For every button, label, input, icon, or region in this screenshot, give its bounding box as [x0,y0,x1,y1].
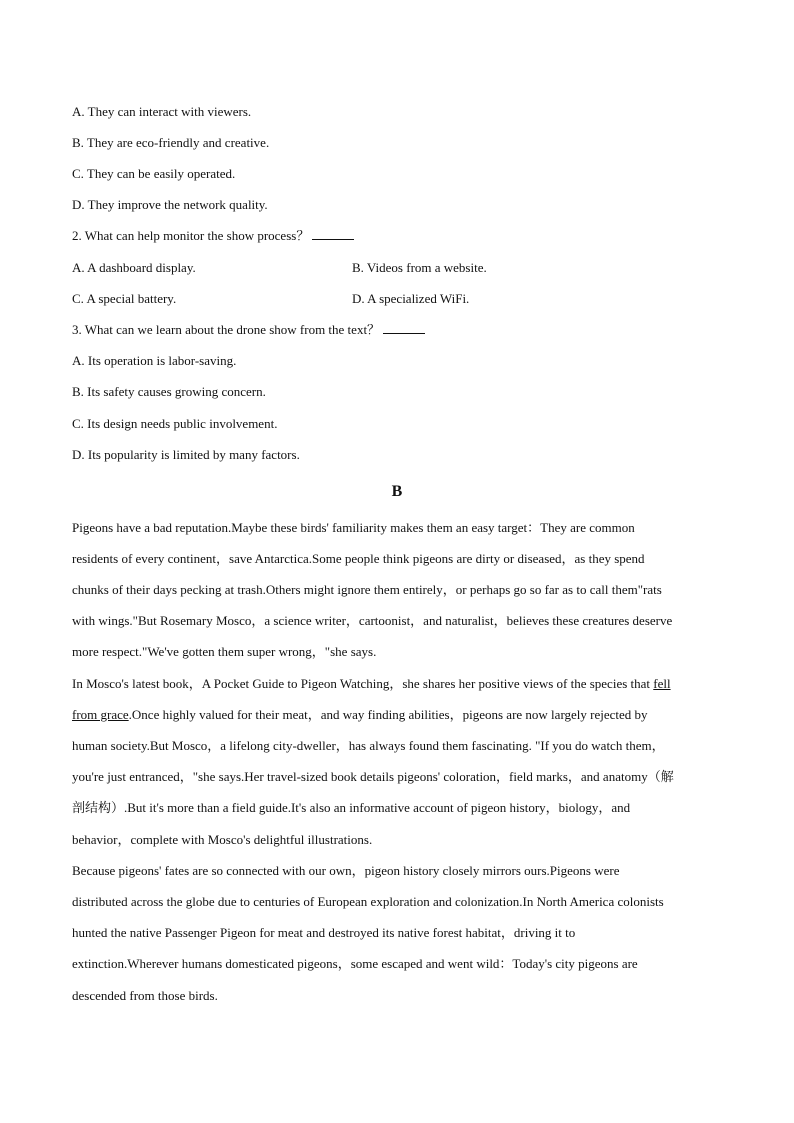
q3-stem [72,322,425,338]
para1-line: residents of every continent，save Antarctica.Some people think pigeons are dirty or diseased，as they spend [72,551,645,566]
q3-option-c[interactable]: C. Its design needs public involvement. [72,416,278,431]
para1-line: more respect."We've gotten them super wrong，"she says. [72,644,377,659]
para1-line: Pigeons have a bad reputation.Maybe these birds' familiarity makes them an easy target：They are common [72,520,635,535]
para1-line: chunks of their days pecking at trash.Others might ignore them entirely，or perhaps go so far as to call them"rats [72,582,662,597]
para1-line: with wings."But Rosemary Mosco，a science writer，cartoonist，and naturalist，believes these creatures deserve [72,613,673,628]
q2-option-b[interactable]: B. Videos from a website. [352,260,487,275]
q3-option-b[interactable]: B. Its safety causes growing concern. [72,384,266,399]
para2-line [72,676,671,692]
para2-line [72,707,648,723]
q1-option-a[interactable]: A. They can interact with viewers. [72,104,252,119]
para3-line: distributed across the globe due to centuries of European exploration and colonization.In North America colonists [72,894,664,909]
q1-option-c[interactable]: C. They can be easily operated. [72,166,236,181]
q3-stem-text: 3. What can we learn about the drone show from the text？ [72,322,381,337]
q1-option-b[interactable]: B. They are eco-friendly and creative. [72,135,270,150]
underlined-phrase: from grace [72,707,129,722]
para3-line: hunted the native Passenger Pigeon for meat and destroyed its native forest habitat，driving it to [72,925,576,940]
para3-line: Because pigeons' fates are so connected with our own，pigeon history closely mirrors ours.Pigeons were [72,863,620,878]
underlined-phrase: fell [653,676,671,691]
q3-option-d[interactable]: D. Its popularity is limited by many factors. [72,447,300,462]
para2-line: you're just entranced，"she says.Her travel-sized book details pigeons' coloration，field marks，and anatomy（解 [72,769,674,784]
q3-option-a[interactable]: A. Its operation is labor-saving. [72,353,237,368]
section-heading: B [391,483,403,500]
para2-text: In Mosco's latest book，A Pocket Guide to Pigeon Watching，she shares her positive views of the species that [72,676,654,691]
q2-stem-text: 2. What can help monitor the show process？ [72,228,310,243]
answer-blank[interactable] [312,229,354,240]
para2-line: 剖结构）.But it's more than a field guide.It's also an informative account of pigeon history，biology，and [72,800,631,815]
para2-line: human society.But Mosco，a lifelong city-dweller，has always found them fascinating. "If you do watch them， [72,738,665,753]
q2-option-c[interactable]: C. A special battery. [72,291,177,306]
para3-line: extinction.Wherever humans domesticated pigeons，some escaped and went wild：Today's city pigeons are [72,956,638,971]
q2-option-d[interactable]: D. A specialized WiFi. [352,291,470,306]
para2-text: .Once highly valued for their meat，and way finding abilities，pigeons are now largely rejected by [128,707,648,722]
q2-option-a[interactable]: A. A dashboard display. [72,260,196,275]
q1-option-d[interactable]: D. They improve the network quality. [72,197,268,212]
para2-line: behavior，complete with Mosco's delightful illustrations. [72,832,373,847]
q2-stem [72,228,354,244]
para3-line: descended from those birds. [72,988,218,1003]
answer-blank[interactable] [383,323,425,334]
